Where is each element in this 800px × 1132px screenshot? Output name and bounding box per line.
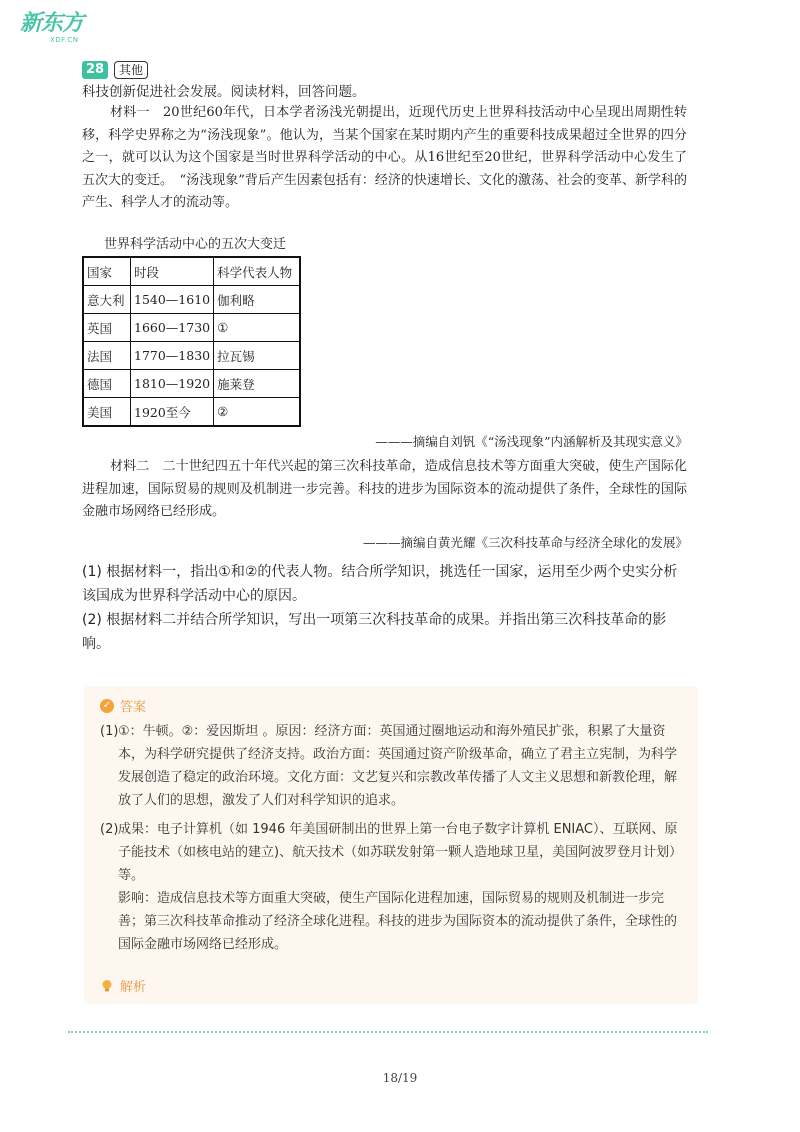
checkmark-icon: ✓ xyxy=(100,699,114,713)
answer-panel xyxy=(84,686,698,1004)
table-header-row xyxy=(83,257,300,286)
table-cell: 德国 xyxy=(83,370,131,398)
divider xyxy=(68,1031,708,1033)
answer-text: ①：牛顿。②：爱因斯坦 。原因：经济方面：英国通过圈地运动和海外殖民扩张，积累了大量资本，为科学研究提供了经济支持。政治方面：英国通过资产阶级革命，确立了君主立宪制，为科学发展创造了稳定的政治环境。文化方面：文艺复兴和宗教改革传播了人文主义思想和新教伦理，解放了人们的思想，激发了人们对科学知识的追求。 xyxy=(118,724,678,808)
table-title: 世界科学活动中心的五次大变迁 xyxy=(104,237,287,252)
table-cell: 1810—1920 xyxy=(131,370,214,398)
table-cell: 1660—1730 xyxy=(131,314,214,342)
table-row xyxy=(83,314,300,342)
table-row xyxy=(83,370,300,398)
answer-result-text: 成果：电子计算机（如 1946 年美国研制出的世界上第一台电子数字计算机 ENIAC）、互联网、原子能技术（如核电站的建立)、航天技术（如苏联发射第一颗人造地球卫星，美国阿波罗登月计划）等。 xyxy=(118,822,683,883)
table-cell: 伽利略 xyxy=(214,286,301,314)
brand-logo xyxy=(20,12,90,46)
science-center-table xyxy=(82,256,301,427)
table-row xyxy=(83,286,300,314)
analysis-label: 解析 xyxy=(120,980,147,995)
table-cell: 1540—1610 xyxy=(131,286,214,314)
table-cell: ① xyxy=(214,314,301,342)
table-cell: 1770—1830 xyxy=(131,342,214,370)
answer-impact-text: 影响：造成信息技术等方面重大突破，使生产国际化进程加速，国际贸易的规则及机制进一步完善；第三次科技革命推动了经济全球化进程。科技的进步为国际资本的流动提供了条件，全球性的国际金融市场网络已经形成。 xyxy=(118,891,678,952)
logo-subtext: XDF.CN xyxy=(50,36,79,44)
page-number: 18/19 xyxy=(382,1071,418,1085)
material-one: 材料一 20世纪60年代，日本学者汤浅光朝提出，近现代历史上世界科技活动中心呈现出周期性转移，科学史界称之为“汤浅现象”。他认为，当某个国家在某时期内产生的重要科技成果超过全世界的四分之一，就可以认为这个国家是当时世界科学活动的中心。从16世纪至20世纪，世界科学活动中心发生了五次大的变迁。 “汤浅现象”背后产生因素包括有：经济的快速增长、文化的激荡、社会的变革、新学科的产生、科学人才的流动等。 xyxy=(82,105,687,210)
question-tag: 其他 xyxy=(114,61,148,79)
answer-part-two xyxy=(100,818,686,956)
question-intro: 科技创新促进社会发展。阅读材料，回答问题。 xyxy=(82,84,366,100)
answer-mark: (2) xyxy=(100,822,119,837)
table-cell: 1920至今 xyxy=(131,398,214,427)
answer-mark: (1) xyxy=(100,724,119,739)
lightbulb-icon xyxy=(100,979,114,993)
answer-label: 答案 xyxy=(120,700,147,715)
answer-part-one xyxy=(100,720,686,812)
table-cell: 法国 xyxy=(83,342,131,370)
source-citation-two: ———摘编自黄光耀《三次科技革命与经济全球化的发展》 xyxy=(362,535,688,550)
table-header-cell: 科学代表人物 xyxy=(214,257,301,286)
table-cell: 施莱登 xyxy=(214,370,301,398)
question-number: 28 xyxy=(82,61,108,79)
analysis-header[interactable] xyxy=(100,976,146,995)
question-header xyxy=(82,61,148,79)
table-cell: ② xyxy=(214,398,301,427)
table-cell: 意大利 xyxy=(83,286,131,314)
source-citation-one: ———摘编自刘钒《“汤浅现象”内涵解析及其现实意义》 xyxy=(375,434,688,449)
sub-question-two: (2) 根据材料二并结合所学知识，写出一项第三次科技革命的成果。并指出第三次科技革命的影响。 xyxy=(82,612,667,652)
table-cell: 拉瓦锡 xyxy=(214,342,301,370)
sub-question-one: (1) 根据材料一，指出①和②的代表人物。结合所学知识，挑选任一国家，运用至少两个史实分析该国成为世界科学活动中心的原因。 xyxy=(82,564,678,604)
table-cell: 美国 xyxy=(83,398,131,427)
logo-text: 新东方 xyxy=(20,11,84,36)
table-row xyxy=(83,398,300,427)
material-two: 材料二 二十世纪四五十年代兴起的第三次科技革命，造成信息技术等方面重大突破，使生产国际化进程加速，国际贸易的规则及机制进一步完善。科技的进步为国际资本的流动提供了条件，全球性的国际金融市场网络已经形成。 xyxy=(82,459,687,519)
answer-header xyxy=(100,696,146,715)
table-header-cell: 时段 xyxy=(131,257,214,286)
table-cell: 英国 xyxy=(83,314,131,342)
table-header-cell: 国家 xyxy=(83,257,131,286)
table-row xyxy=(83,342,300,370)
